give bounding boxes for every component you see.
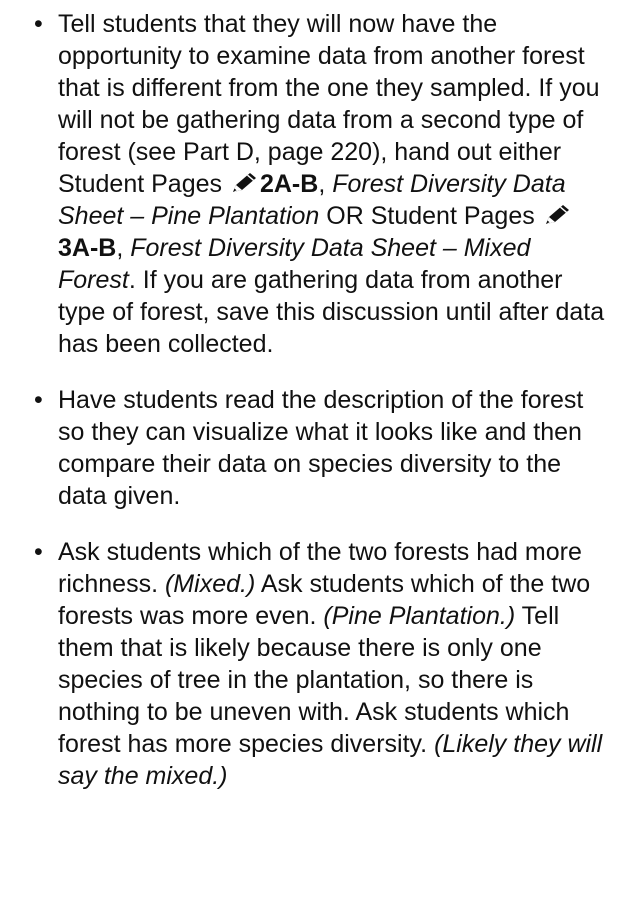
answer-likely-mixed: (Likely they will say the mixed.): [58, 730, 603, 790]
bullet-text: [58, 536, 612, 792]
answer-mixed: (Mixed.): [164, 570, 256, 598]
bullet-1-part-2: ,: [318, 170, 333, 198]
mixed-forest-sheet-title: Forest Diversity Data Sheet – Mixed Forest: [58, 234, 531, 294]
bullet-marker: •: [34, 386, 43, 414]
pencil-icon: [542, 203, 572, 227]
student-page-ref-2ab: 2A-B: [259, 170, 319, 198]
bullet-3-part-1: Ask students which of the two forests had more richness.: [58, 538, 582, 598]
bullet-1-part-1: Tell students that they will now have the opportunity to examine data from another forest that is different from the one they sampled. If you will not be gathering data from a second type of forest (see Part D, page 220), hand out either Student Pages: [58, 10, 600, 198]
instruction-list: [34, 8, 612, 816]
bullet-text: [58, 8, 612, 360]
bullet-1-part-4: ,: [116, 234, 131, 262]
student-page-ref-3ab: 3A-B: [58, 234, 117, 262]
bullet-3-part-3: Tell them that is likely because there is only one species of tree in the plantation, so there is nothing to be uneven with. Ask students which forest has more species diversity.: [58, 602, 570, 758]
list-item: [34, 384, 612, 512]
pencil-icon: [229, 171, 259, 195]
bullet-marker: •: [34, 10, 43, 38]
pine-plantation-sheet-title: Forest Diversity Data Sheet – Pine Plantation: [58, 170, 566, 230]
list-item: [34, 536, 612, 792]
bullet-3-part-2: Ask students which of the two forests was more even.: [58, 570, 591, 630]
list-item: [34, 8, 612, 360]
bullet-1-part-3: OR Student Pages: [319, 202, 542, 230]
bullet-1-part-5: . If you are gathering data from another type of forest, save this discussion until after data has been collected.: [58, 266, 605, 358]
bullet-marker: •: [34, 538, 43, 566]
bullet-text: Have students read the description of the forest so they can visualize what it looks like and then compare their data on species diversity to the data given.: [58, 386, 584, 510]
answer-pine-plantation: (Pine Plantation.): [323, 602, 516, 630]
